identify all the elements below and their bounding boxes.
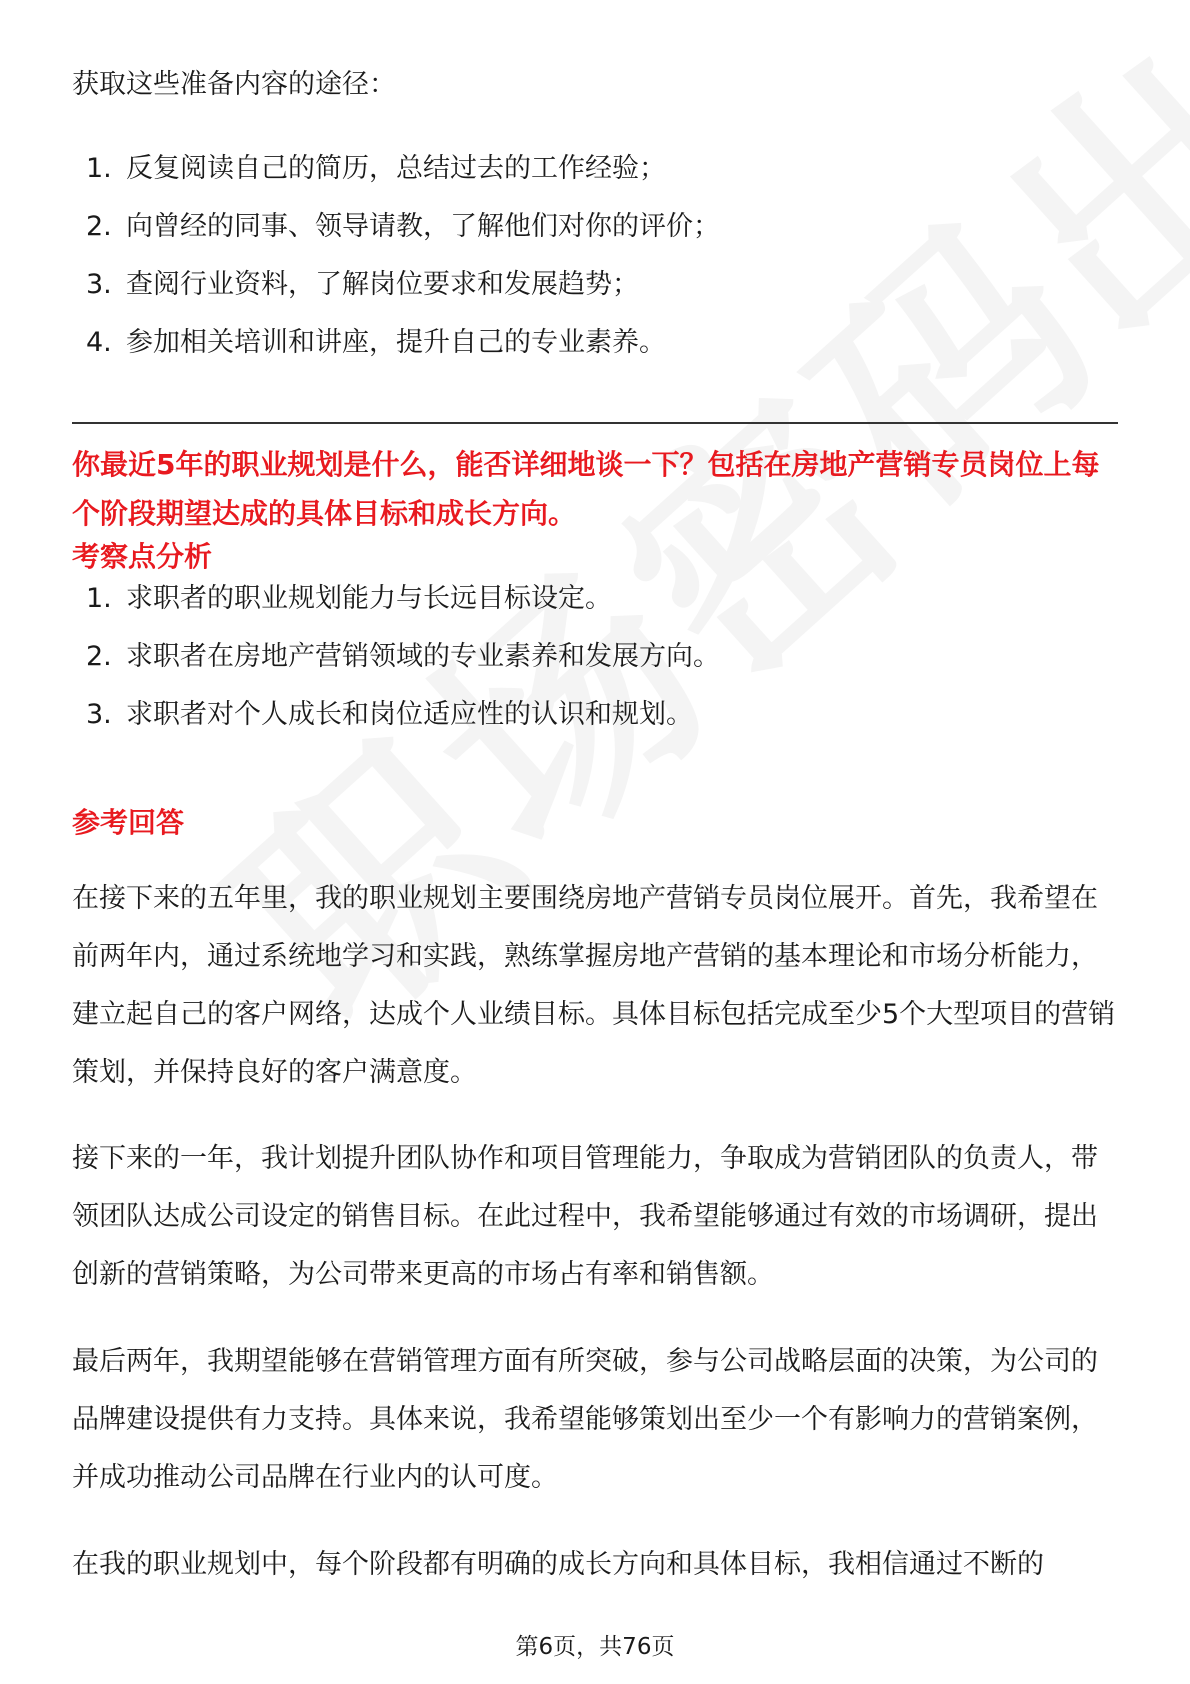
list-item: 2. 求职者在房地产营销领域的专业素养和发展方向。 bbox=[86, 641, 720, 672]
list-item: 1. 反复阅读自己的简历，总结过去的工作经验； bbox=[86, 153, 666, 184]
interview-question: 你最近5年的职业规划是什么，能否详细地谈一下？包括在房地产营销专员岗位上每个阶段期望达成的具体目标和成长方向。 bbox=[72, 448, 1100, 530]
list-item: 3. 求职者对个人成长和岗位适应性的认识和规划。 bbox=[86, 699, 693, 730]
answer-paragraph: 在接下来的五年里，我的职业规划主要围绕房地产营销专员岗位展开。首先，我希望在前两年内，通过系统地学习和实践，熟练掌握房地产营销的基本理论和市场分析能力，建立起自己的客户网络，达成个人业绩目标。具体目标包括完成至少5个大型项目的营销策划，并保持良好的客户满意度。 bbox=[72, 883, 1116, 1088]
analysis-heading: 考察点分析 bbox=[72, 540, 213, 573]
intro-text: 获取这些准备内容的途径： bbox=[72, 69, 396, 100]
answer-paragraph: 最后两年，我期望能够在营销管理方面有所突破，参与公司战略层面的决策，为公司的品牌建设提供有力支持。具体来说，我希望能够策划出至少一个有影响力的营销案例，并成功推动公司品牌在行业内的认可度。 bbox=[72, 1346, 1098, 1493]
answer-heading: 参考回答 bbox=[72, 806, 185, 839]
analysis-points-list bbox=[72, 570, 1118, 744]
page-number: 第6页，共76页 bbox=[515, 1634, 675, 1660]
section-divider bbox=[72, 422, 1118, 424]
list-item: 3. 查阅行业资料，了解岗位要求和发展趋势； bbox=[86, 269, 639, 300]
answer-paragraph: 在我的职业规划中，每个阶段都有明确的成长方向和具体目标，我相信通过不断的 bbox=[72, 1549, 1044, 1580]
list-item: 2. 向曾经的同事、领导请教，了解他们对你的评价； bbox=[86, 211, 720, 242]
answer-paragraph: 接下来的一年，我计划提升团队协作和项目管理能力，争取成为营销团队的负责人，带领团队达成公司设定的销售目标。在此过程中，我希望能够通过有效的市场调研，提出创新的营销策略，为公司带来更高的市场占有率和销售额。 bbox=[72, 1143, 1098, 1290]
list-item: 1. 求职者的职业规划能力与长远目标设定。 bbox=[86, 583, 612, 614]
list-item: 4. 参加相关培训和讲座，提升自己的专业素养。 bbox=[86, 327, 666, 358]
preparation-steps-list bbox=[72, 140, 1118, 372]
